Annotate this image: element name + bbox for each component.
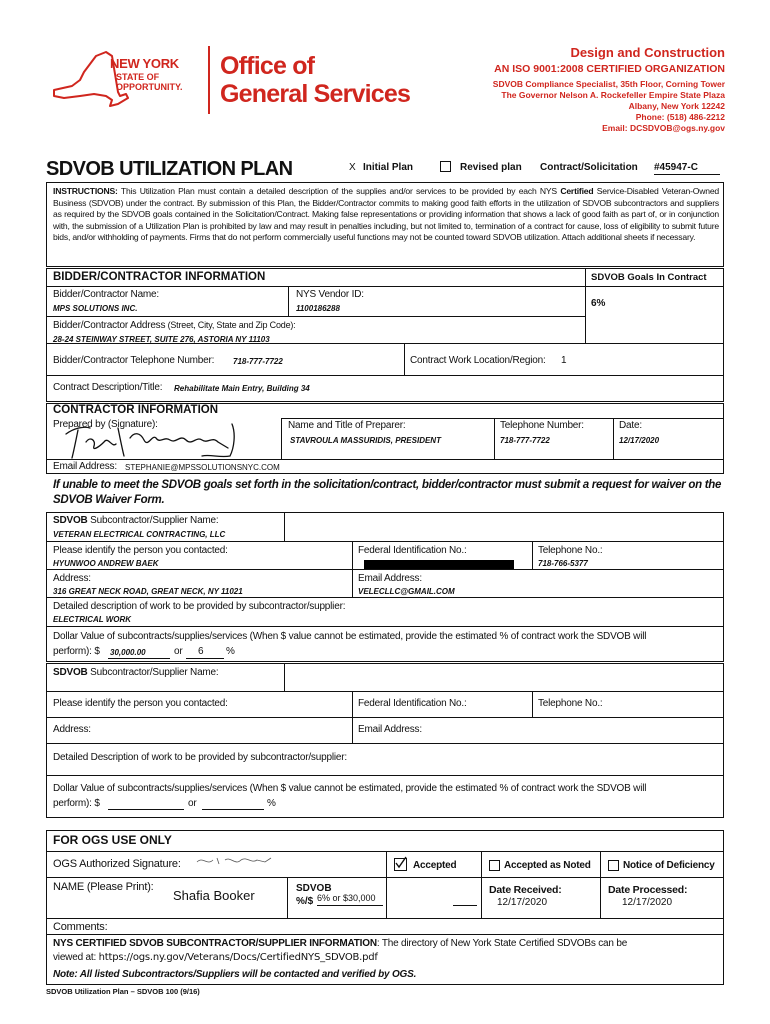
ogs-signature[interactable] bbox=[195, 854, 275, 868]
sub1-or-label: or bbox=[174, 646, 183, 657]
sub2-name-label bbox=[53, 667, 219, 678]
bidder-section-title: BIDDER/CONTRACTOR INFORMATION bbox=[53, 271, 266, 283]
prepared-by-label: Prepared by (Signature): bbox=[53, 419, 158, 430]
bidder-address-label-main: Bidder/Contractor Address bbox=[53, 320, 166, 331]
sub2-fed-id-label: Federal Identification No.: bbox=[358, 698, 467, 709]
contractor-top-line bbox=[281, 418, 724, 419]
sub1-pct-value[interactable]: 6 bbox=[198, 646, 204, 657]
footer-form-id: SDVOB Utilization Plan – SDVOB 100 (9/16) bbox=[46, 987, 200, 996]
sub2-perform-label: perform): $ bbox=[53, 798, 100, 809]
contractor-date-value[interactable]: 12/17/2020 bbox=[619, 436, 660, 445]
sub1-contact-value[interactable]: HYUNWOO ANDREW BAEK bbox=[53, 559, 159, 568]
instructions-text bbox=[53, 186, 719, 244]
vendor-id-value[interactable]: 1100186288 bbox=[296, 304, 340, 313]
bidder-name-value[interactable]: MPS SOLUTIONS INC. bbox=[53, 304, 138, 313]
sub2-pct-underline[interactable] bbox=[202, 809, 264, 810]
date-processed-label: Date Processed: bbox=[608, 884, 688, 896]
ny-state-logo bbox=[50, 44, 208, 114]
sub1-name-label bbox=[53, 515, 219, 526]
sub1-divider-tel bbox=[532, 541, 533, 569]
bidder-address-label bbox=[53, 320, 295, 331]
header-dept: Design and Construction bbox=[570, 45, 725, 60]
directory-heading: NYS CERTIFIED SDVOB SUBCONTRACTOR/SUPPLIER INFORMATION bbox=[53, 938, 377, 949]
sub1-contact-label: Please identify the person you contacted: bbox=[53, 545, 228, 556]
header-phone: Phone: (518) 486-2212 bbox=[635, 112, 725, 122]
ogs-name-label: NAME (Please Print): bbox=[53, 881, 154, 893]
sub1-name-label-text: Subcontractor/Supplier Name: bbox=[87, 515, 219, 526]
contractor-date-label: Date: bbox=[619, 420, 642, 431]
instructions-lead: INSTRUCTIONS: bbox=[53, 186, 118, 196]
sub2-name-divider bbox=[284, 663, 285, 691]
ogs-line-1 bbox=[46, 851, 724, 852]
sub2-dollar-label: Dollar Value of subcontracts/supplies/services (When $ value cannot be estimated, provide the estimated % of contract work the SDVOB will bbox=[53, 783, 647, 794]
instructions-certified: Certified bbox=[560, 186, 594, 196]
sub2-or-label: or bbox=[188, 798, 197, 809]
checkmark-icon bbox=[394, 856, 407, 869]
sub2-row-line-1 bbox=[46, 691, 724, 692]
sub1-dollar-underline bbox=[108, 658, 170, 659]
accepted-checkbox[interactable] bbox=[394, 858, 407, 871]
sub1-row-line-3 bbox=[46, 597, 724, 598]
ogs-section-title: FOR OGS USE ONLY bbox=[53, 833, 172, 847]
sub2-work-label: Detailed Description of work to be provided by subcontractor/supplier: bbox=[53, 752, 347, 763]
sub1-dollar-value[interactable]: 30,000.00 bbox=[110, 648, 146, 657]
vendor-id-label: NYS Vendor ID: bbox=[296, 289, 364, 300]
directory-info bbox=[53, 937, 721, 965]
directory-text: : The directory of New York State Certified SDVOBs can be bbox=[376, 938, 628, 949]
ogs-sdvob-label-1: SDVOB bbox=[296, 883, 332, 894]
accepted-noted-checkbox[interactable] bbox=[489, 860, 500, 871]
contractor-divider-3 bbox=[613, 418, 614, 459]
ny-logo-line2: STATE OF bbox=[116, 72, 160, 82]
subcontractor-2-section bbox=[46, 663, 724, 818]
region-divider bbox=[404, 343, 405, 375]
contract-solicitation-label: Contract/Solicitation bbox=[540, 162, 638, 173]
sub1-dollar-label: Dollar Value of subcontracts/supplies/services (When $ value cannot be estimated, provide the estimated % of contract work the SDVOB will bbox=[53, 631, 647, 642]
initial-plan-mark[interactable]: X bbox=[349, 162, 356, 173]
sub1-row-line-2 bbox=[46, 569, 724, 570]
contractor-phone-value[interactable]: 718-777-7722 bbox=[500, 436, 550, 445]
vendor-divider bbox=[288, 286, 289, 317]
sub1-tel-value[interactable]: 718-766-5377 bbox=[538, 559, 588, 568]
header-address-3: Albany, New York 12242 bbox=[628, 101, 725, 111]
ogs-logo-line2: General Services bbox=[220, 80, 411, 108]
preparer-label: Name and Title of Preparer: bbox=[288, 420, 406, 431]
ogs-divider-2 bbox=[481, 851, 482, 918]
sub2-tel-label: Telephone No.: bbox=[538, 698, 603, 709]
contractor-divider-2 bbox=[494, 418, 495, 459]
directory-url-link[interactable]: https://ogs.ny.gov/Veterans/Docs/CertifiedNYS_SDVOB.pdf bbox=[98, 952, 378, 963]
header-email: Email: DCSDVOB@ogs.ny.gov bbox=[602, 123, 725, 133]
bidder-row-line-1 bbox=[46, 316, 585, 317]
sub2-row-line-3 bbox=[46, 743, 724, 744]
ogs-sdvob-value[interactable]: 6% or $30,000 bbox=[317, 893, 376, 903]
bidder-goals-divider bbox=[585, 268, 586, 343]
header-address-1: SDVOB Compliance Specialist, 35th Floor, Corning Tower bbox=[492, 79, 725, 89]
instructions-text-a: This Utilization Plan must contain a detailed description of the supplies and/or services to be provided by each NYS bbox=[117, 186, 561, 196]
contractor-phone-label: Telephone Number: bbox=[500, 420, 584, 431]
bidder-row-line-2 bbox=[46, 343, 724, 344]
sub1-email-value[interactable]: VELECLLC@GMAIL.COM bbox=[358, 587, 455, 596]
ogs-blank-underline bbox=[453, 905, 477, 906]
preparer-value[interactable]: STAVROULA MASSURIDIS, PRESIDENT bbox=[290, 436, 441, 445]
sub2-name-label-bold: SDVOB bbox=[53, 667, 88, 678]
sub1-address-label: Address: bbox=[53, 573, 91, 584]
sub2-email-label: Email Address: bbox=[358, 724, 422, 735]
directory-url-prefix: viewed at: bbox=[53, 952, 99, 963]
ny-logo-line3: OPPORTUNITY. bbox=[116, 82, 183, 92]
sub1-address-value[interactable]: 316 GREAT NECK ROAD, GREAT NECK, NY 11021 bbox=[53, 587, 243, 596]
page-title: SDVOB UTILIZATION PLAN bbox=[46, 158, 293, 180]
contractor-email-value[interactable]: STEPHANIE@MPSSOLUTIONSNYC.COM bbox=[125, 463, 280, 472]
deficiency-checkbox[interactable] bbox=[608, 860, 619, 871]
goals-value[interactable]: 6% bbox=[591, 298, 606, 309]
goals-label: SDVOB Goals In Contract bbox=[591, 272, 707, 283]
ogs-divider-3 bbox=[600, 851, 601, 918]
sub1-email-label: Email Address: bbox=[358, 573, 422, 584]
sub1-row-line-4 bbox=[46, 626, 724, 627]
sub2-row-line-4 bbox=[46, 775, 724, 776]
logo-divider bbox=[208, 46, 210, 114]
sub1-name-label-bold: SDVOB bbox=[53, 515, 88, 526]
contractor-signature[interactable] bbox=[60, 418, 260, 462]
ogs-line-3 bbox=[46, 918, 724, 919]
sub2-pct-label: % bbox=[267, 798, 276, 809]
contract-number-underline bbox=[654, 174, 720, 175]
bidder-address-hint: (Street, City, State and Zip Code): bbox=[165, 320, 296, 330]
region-label: Contract Work Location/Region: bbox=[410, 355, 546, 366]
contractor-email-label: Email Address: bbox=[53, 461, 117, 472]
date-received-value[interactable]: 12/17/2020 bbox=[497, 897, 548, 908]
ogs-sdvob-label-2: %/$ bbox=[296, 896, 314, 907]
sub2-dollar-underline[interactable] bbox=[108, 809, 184, 810]
sub1-name-divider bbox=[284, 512, 285, 542]
ogs-name-value[interactable]: Shafia Booker bbox=[173, 888, 255, 903]
accepted-noted-label: Accepted as Noted bbox=[504, 860, 591, 871]
ogs-line-4 bbox=[46, 934, 724, 935]
ogs-logo-line1: Office of bbox=[220, 52, 315, 80]
bidder-address-value[interactable]: 28-24 STEINWAY STREET, SUITE 276, ASTORIA NY 11103 bbox=[53, 335, 270, 344]
ogs-divider-1 bbox=[386, 851, 387, 918]
sub1-tel-label: Telephone No.: bbox=[538, 545, 603, 556]
initial-plan-label: Initial Plan bbox=[363, 162, 414, 173]
sub2-address-label: Address: bbox=[53, 724, 91, 735]
sub2-row-line-2 bbox=[46, 717, 724, 718]
ogs-verification-note: Note: All listed Subcontractors/Suppliers will be contacted and verified by OGS. bbox=[53, 969, 417, 980]
sub1-fed-id-label: Federal Identification No.: bbox=[358, 545, 467, 556]
sub1-work-value[interactable]: ELECTRICAL WORK bbox=[53, 615, 132, 624]
sub1-pct-underline bbox=[186, 658, 224, 659]
waiver-note: If unable to meet the SDVOB goals set forth in the solicitation/contract, bidder/contractor must submit a request for waiver on the SDVOB Waiver Form. bbox=[53, 479, 722, 506]
revised-plan-label: Revised plan bbox=[460, 162, 522, 173]
sub2-divider-tel bbox=[532, 691, 533, 717]
revised-plan-checkbox[interactable] bbox=[440, 161, 451, 172]
instructions-text-b: Service-Disabled Veteran-Owned Business (SDVOB) under the contract. By submission of this Plan, the Bidder/Contractor commits to making good faith efforts in the utilization of SDVOB subcontractors and suppliers as required by the SDVOB goals contained in the Solicitation/Contract. Making false representations or providing information that shows a lack of good faith as part of, or in conjunction with, the submission of a Utilization Plan is prohibited by law and may result in penalties including, but not limited to, termination of a contract for cause, loss of eligibility to submit future bids, and/or withholding of payments. Firms that do not perform commercially useful functions may not be counted toward SDVOB utilization. Attach additional sheets if necessary. bbox=[53, 186, 720, 243]
bidder-phone-value[interactable]: 718-777-7722 bbox=[233, 357, 283, 366]
ogs-divider-sdvob bbox=[287, 877, 288, 918]
sub2-name-label-text: Subcontractor/Supplier Name: bbox=[87, 667, 219, 678]
sub2-contact-label: Please identify the person you contacted: bbox=[53, 698, 228, 709]
header-address-2: The Governor Nelson A. Rockefeller Empire State Plaza bbox=[501, 90, 725, 100]
date-processed-value[interactable]: 12/17/2020 bbox=[622, 897, 673, 908]
ogs-sdvob-underline bbox=[317, 905, 383, 906]
date-received-label: Date Received: bbox=[489, 884, 562, 896]
contract-description-value[interactable]: Rehabilitate Main Entry, Building 34 bbox=[174, 384, 310, 393]
ogs-signature-label: OGS Authorized Signature: bbox=[53, 858, 181, 870]
bidder-name-label: Bidder/Contractor Name: bbox=[53, 289, 160, 300]
sub1-pct-label: % bbox=[226, 646, 235, 657]
bidder-header-line bbox=[46, 286, 724, 287]
contractor-divider-1 bbox=[281, 418, 282, 459]
sub1-fed-id-redacted bbox=[364, 560, 514, 569]
accepted-label: Accepted bbox=[413, 860, 457, 871]
sub1-work-label: Detailed description of work to be provided by subcontractor/supplier: bbox=[53, 601, 346, 612]
contract-solicitation-number[interactable]: #45947-C bbox=[654, 162, 698, 173]
ogs-line-2 bbox=[46, 877, 724, 878]
region-value[interactable]: 1 bbox=[561, 355, 567, 366]
ny-logo-line1: NEW YORK bbox=[110, 56, 179, 71]
sub1-row-line-1 bbox=[46, 541, 724, 542]
contractor-section-title: CONTRACTOR INFORMATION bbox=[53, 404, 219, 416]
bidder-phone-label: Bidder/Contractor Telephone Number: bbox=[53, 355, 215, 366]
sub1-name-value[interactable]: VETERAN ELECTRICAL CONTRACTING, LLC bbox=[53, 530, 226, 539]
contractor-email-line bbox=[46, 459, 724, 460]
comments-label: Comments: bbox=[53, 921, 108, 933]
deficiency-label: Notice of Deficiency bbox=[623, 860, 715, 871]
bidder-row-line-3 bbox=[46, 375, 724, 376]
contract-description-label: Contract Description/Title: bbox=[53, 382, 163, 393]
header-iso: AN ISO 9001:2008 CERTIFIED ORGANIZATION bbox=[494, 63, 725, 75]
sub1-perform-label: perform): $ bbox=[53, 646, 100, 657]
